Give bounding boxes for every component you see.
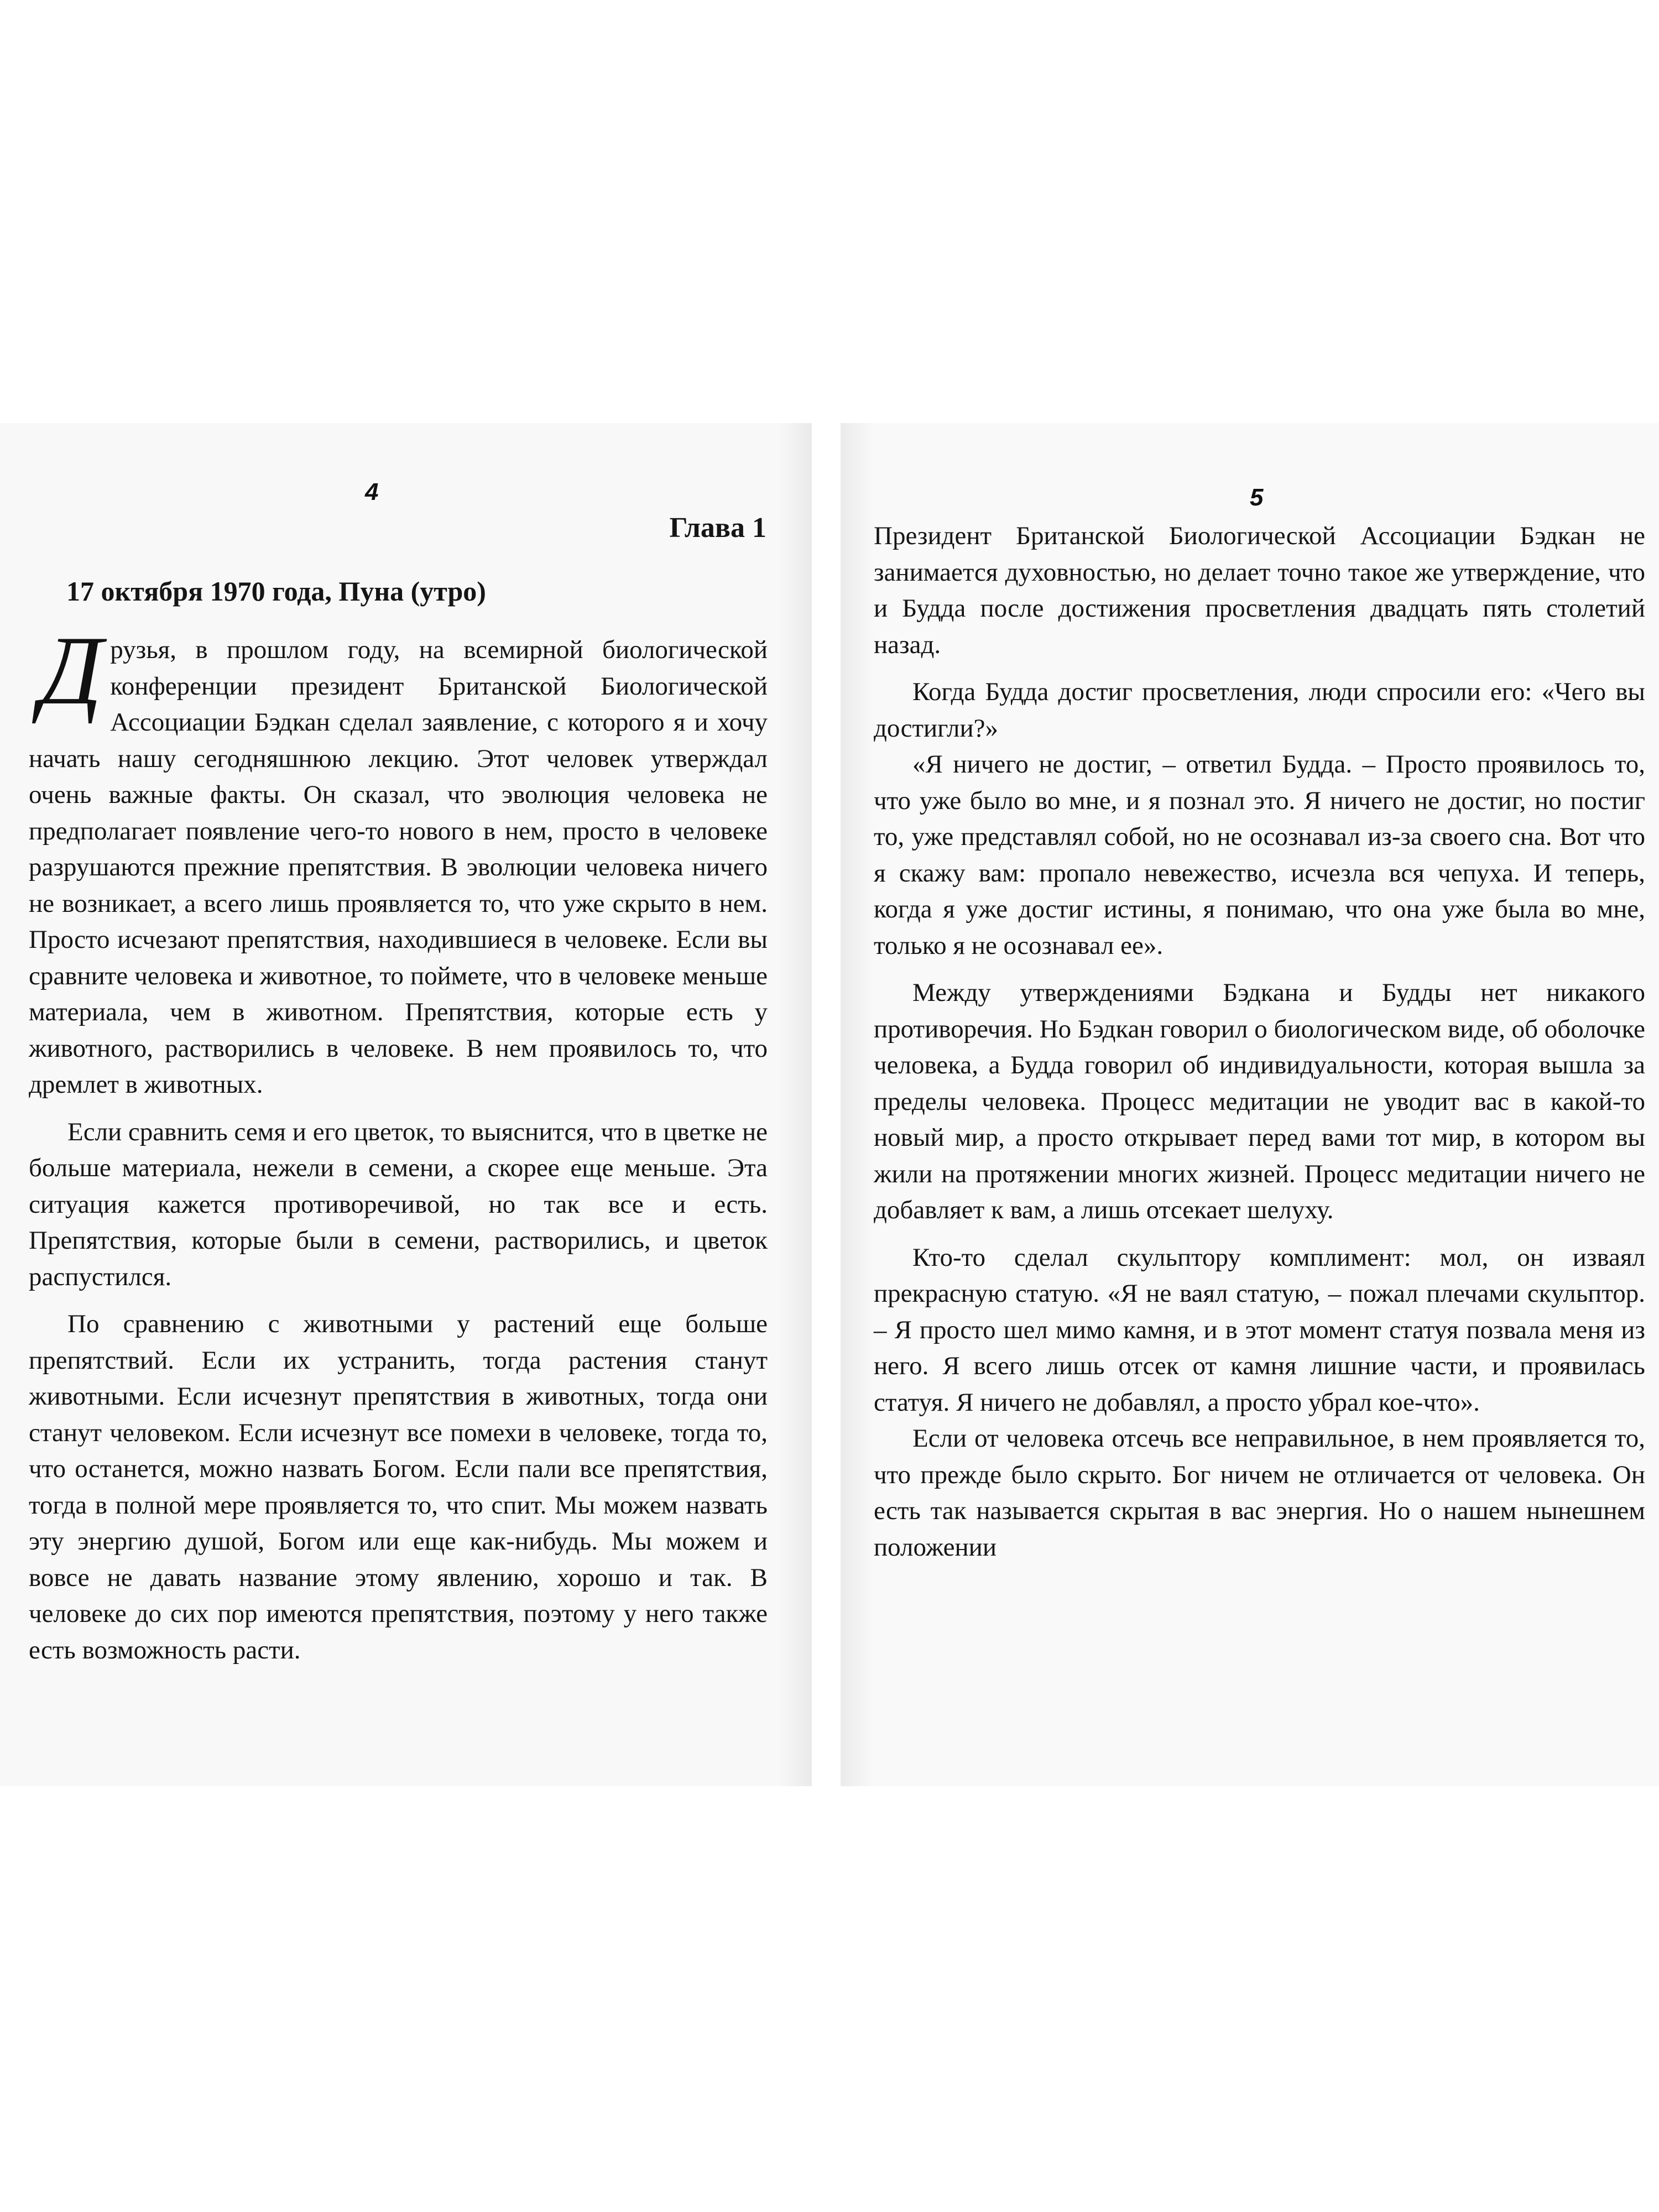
paragraph: Если сравнить семя и его цветок, то выяснится, что в цветке не больше материала, нежели в семени, а скорее еще меньше. Эта ситуация кажется противоречивой, но так все и есть. Препятствия, которые были в семени, растворились, и цветок распустился. [29, 1117, 768, 1291]
book-spread [0, 423, 1659, 1786]
paragraph: По сравнению с животными у растений еще больше препятствий. Если их устранить, тогда растения станут животными. Если исчезнут препятствия в животных, тогда они станут человеком. Если исчезнут все помехи в человеке, тогда то, что останется, можно назвать Богом. Если пали все препятствия, тогда в полной мере проявляется то, что спит. Мы можем назвать эту энергию душой, Богом или еще как-нибудь. Мы можем и вовсе не давать название этому явлению, хорошо и так. В человеке до сих пор имеются препятствия, поэтому у него также есть возможность расти. [29, 1310, 768, 1665]
paragraph: Кто-то сделал скульптору комплимент: мол, он изваял прекрасную статую. «Я не ваял статую, – пожал плечами скульптор. – Я просто шел мимо камня, и в этот момент статуя позвала меня из него. Я всего лишь отсек от камня лишние части, и проявилась статуя. Я ничего не добавлял, а просто убрал кое-что». [874, 1243, 1645, 1417]
left-page [0, 423, 812, 1786]
drop-cap: Д [40, 615, 103, 725]
gutter-shadow-left [779, 423, 812, 1786]
page-number-left: 4 [365, 478, 379, 505]
left-text-column [29, 615, 768, 1668]
paragraph: Между утверждениями Бэдкана и Будды нет никакого противоречия. Но Бэдкан говорил о биологическом виде, об оболочке человека, а Будда говорил об индивидуальности, которая вышла за пределы человека. Процесс медитации не уводит вас в какой-то новый мир, а просто открывает перед вами тот мир, в котором вы жили на протяжении многих жизней. Процесс медитации ничего не добавляет к вам, а лишь отсекает шелуху. [874, 978, 1645, 1224]
book-gutter [812, 423, 841, 1786]
paragraph [29, 615, 768, 1103]
paragraph: Если от человека отсечь все неправильное, в нем проявляется то, что прежде было скрыто. Бог ничем не отличается от человека. Он есть так называется скрытая в вас энергия. Но о нашем нынешнем положении [874, 1424, 1645, 1562]
paragraph: «Я ничего не достиг, – ответил Будда. – Просто проявилось то, что уже было во мне, и я познал это. Я ничего не достиг, но постиг то, уже представлял собой, но не осознавал из-за своего сна. Вот что я скажу вам: пропало невежество, исчезла вся чепуха. И теперь, когда я уже достиг истины, я понимаю, что она уже была во мне, только я не осознавал ее». [874, 750, 1645, 960]
paragraph: Президент Британской Биологической Ассоциации Бэдкан не занимается духовностью, но делает точно такое же утверждение, что и Будда после достижения просветления двадцать пять столетий назад. [874, 521, 1645, 659]
page-number-right: 5 [1250, 484, 1264, 511]
right-text-column [874, 518, 1645, 1566]
chapter-title: Глава 1 [669, 512, 766, 544]
gutter-shadow-right [841, 423, 874, 1786]
chapter-subtitle: 17 октября 1970 года, Пуна (утро) [66, 576, 486, 607]
paragraph-text: рузья, в прошлом году, на всемирной биологической конференции президент Британской Биологической Ассоциации Бэдкан сделал заявление, с которого я и хочу начать нашу сегодняшнюю лекцию. Этот человек утверждал очень важные факты. Он сказал, что эволюция человека не предполагает появление чего-то нового в нем, просто в человеке разрушаются прежние препятствия. В эволюции человека ничего не возникает, а всего лишь проявляется то, что уже скрыто в нем. Просто исчезают препятствия, находившиеся в человеке. Если вы сравните человека и животное, то поймете, что в человеке меньше материала, чем в животном. Препятствия, которые есть у животного, растворились в человеке. В нем проявилось то, что дремлет в животных. [29, 635, 768, 1099]
right-page [841, 423, 1659, 1786]
paragraph: Когда Будда достиг просветления, люди спросили его: «Чего вы достигли?» [874, 677, 1645, 743]
